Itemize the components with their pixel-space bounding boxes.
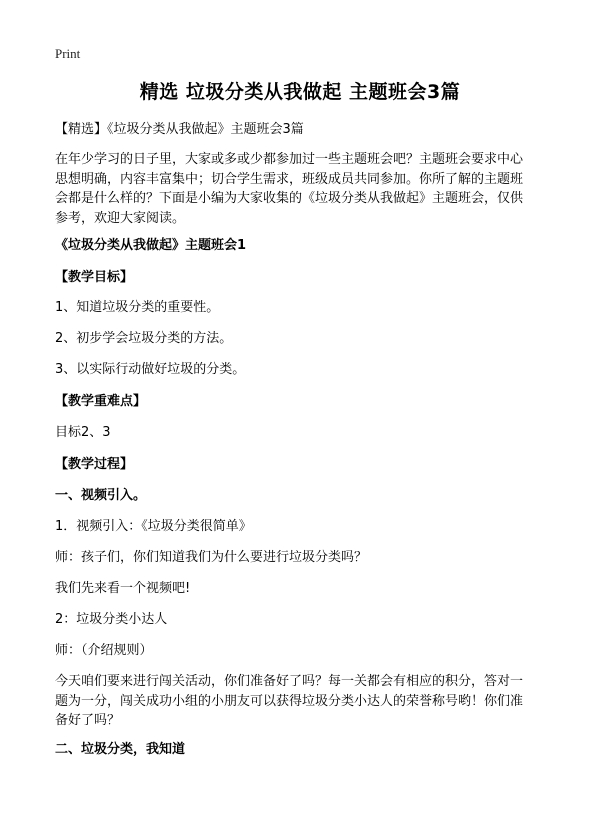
intro-paragraph (55, 150, 555, 228)
print-header: Print (55, 46, 81, 61)
document-subtitle: 【精选】《垃圾分类从我做起》主题班会3篇 (55, 122, 304, 137)
key-points-text: 目标2、3 (55, 425, 111, 440)
activity-line: 题为一分，闯关成功小组的小朋友可以获得垃圾分类小达人的荣誉称号哟！你们准 (55, 693, 524, 709)
intro-line: 会都是什么样的？下面是小编为大家收集的《垃圾分类从我做起》主题班会，仅供 (55, 191, 524, 206)
goal-item: 2、初步学会垃圾分类的方法。 (55, 331, 233, 346)
part-one-heading: 一、视频引入。 (55, 488, 147, 503)
teacher-question: 师：孩子们，你们知道我们为什么要进行垃圾分类吗？ (55, 550, 368, 565)
activity-line: 今天咱们要来进行闯关活动，你们准备好了吗？每一关都会有相应的积分，答对一 (55, 674, 524, 689)
document-title: 精选 垃圾分类从我做起 主题班会3篇 (139, 81, 461, 103)
key-points-heading: 【教学重难点】 (55, 394, 147, 409)
process-heading: 【教学过程】 (55, 457, 134, 472)
activity-paragraph (55, 672, 555, 731)
step-two: 2：垃圾分类小达人 (55, 612, 168, 627)
step-one: 1．视频引入：《垃圾分类很简单》 (55, 519, 252, 534)
activity-line: 备好了吗？ (55, 713, 121, 728)
part-two-heading: 二、垃圾分类，我知道 (55, 742, 186, 757)
goals-heading: 【教学目标】 (55, 270, 134, 285)
goal-item: 1、知道垃圾分类的重要性。 (55, 300, 220, 315)
teacher-rules: 师：（介绍规则） (55, 643, 153, 658)
section-title: 《垃圾分类从我做起》主题班会1 (55, 238, 247, 253)
intro-line: 参考，欢迎大家阅读。 (55, 210, 186, 226)
intro-line: 在年少学习的日子里，大家或多或少都参加过一些主题班会吧？主题班会要求中心 (55, 152, 524, 167)
intro-line: 思想明确，内容丰富集中；切合学生需求，班级成员共同参加。你所了解的主题班 (55, 171, 524, 187)
goal-item: 3、以实际行动做好垃圾的分类。 (55, 362, 246, 377)
watch-video-line: 我们先来看一个视频吧! (55, 581, 191, 596)
